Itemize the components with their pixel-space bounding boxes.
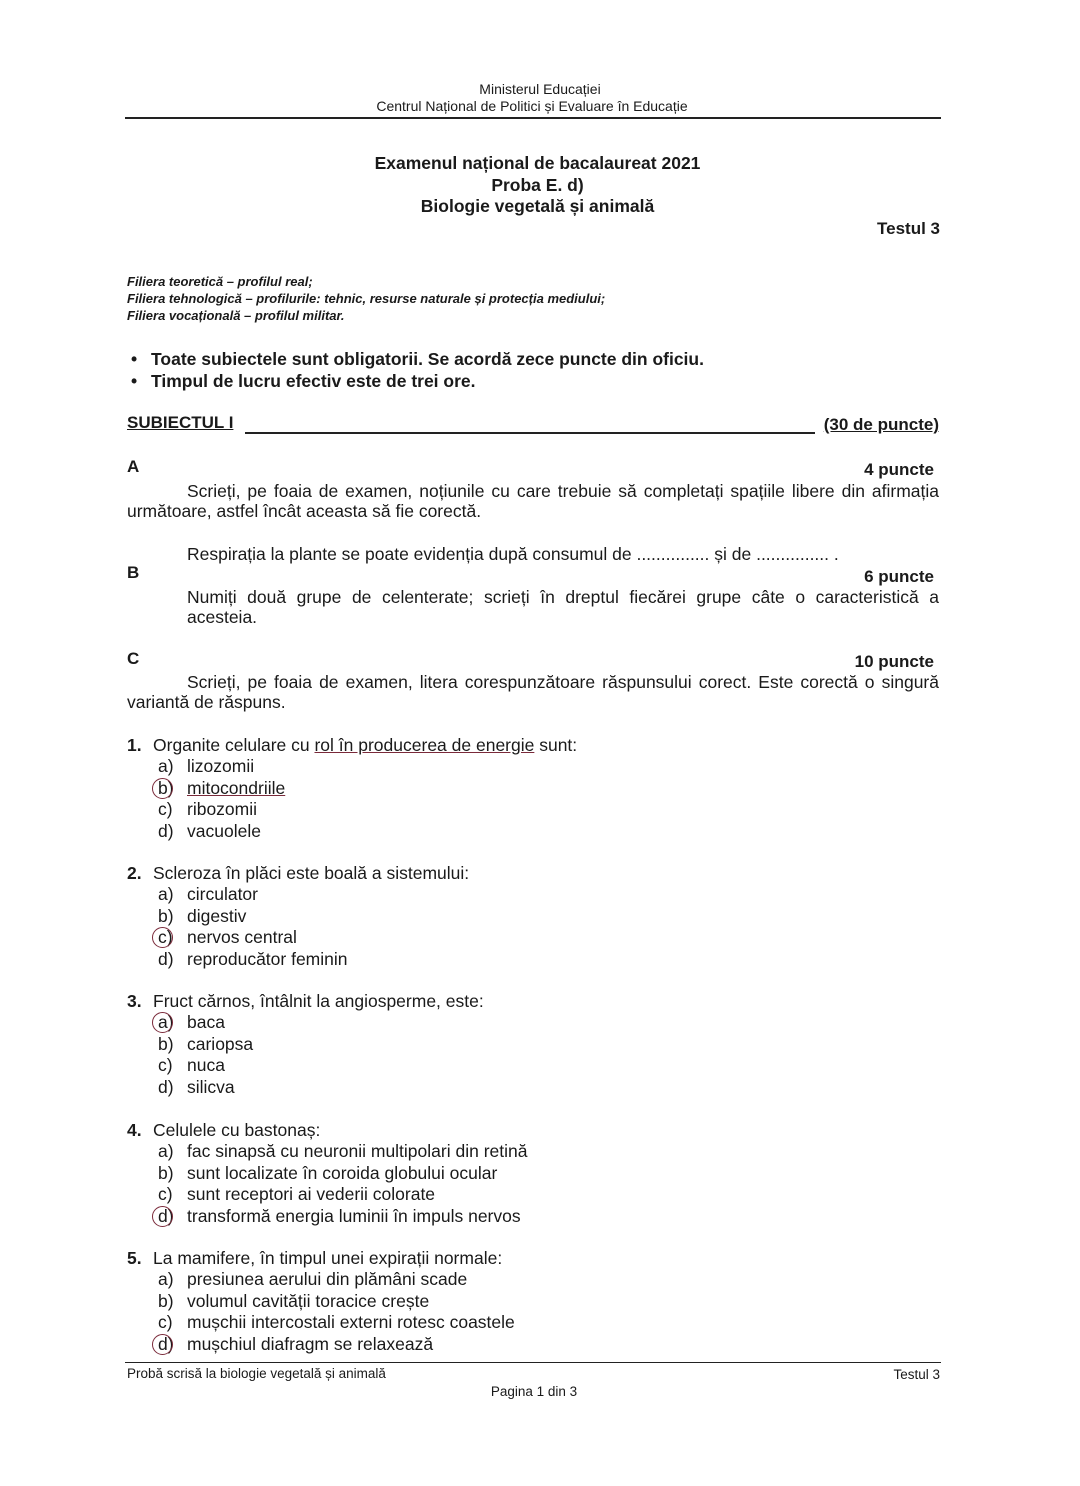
bullet-text: Timpul de lucru efectiv este de trei ore. [151,371,476,391]
answer-option [127,1269,515,1290]
exam-subject: Biologie vegetală și animală [420,196,655,216]
subject-label: SUBIECTUL I [127,413,234,432]
circled-answer-mark [152,778,173,799]
bullet-item: • Timpul de lucru efectiv este de trei ore. [131,371,476,391]
option-text: silicva [187,1076,235,1097]
subject-rule [245,432,815,434]
profile-line: Filiera teoretică – profilul real; [127,274,313,289]
footer-right: Testul 3 [893,1367,940,1382]
option-letter: a) [158,1269,174,1290]
option-letter: d) [158,1205,174,1226]
question [127,735,577,842]
section-a-instruction: Scrieți, pe foaia de examen, noțiunile cu care trebuie să completați spațiile libere din afirmația următoare, astfel încât aceasta să fie corectă. [127,481,939,521]
answer-option [127,1334,515,1355]
option-letter: c) [158,1055,173,1076]
profile-line: Filiera vocațională – profilul militar. [127,308,345,323]
exam-proba: Proba E. d) [491,175,584,195]
section-a-statement: Respirația la plante se poate evidenția după consumul de ............... și de ............... . [187,544,839,564]
question-text: Organite celulare cu [153,735,315,755]
option-text: vacuolele [187,820,261,841]
option-text: transformă energia luminii în impuls nervos [187,1205,521,1226]
option-text: baca [187,1012,225,1033]
center-name: Centrul Național de Politici și Evaluare în Educație [376,98,688,114]
question-stem [127,991,484,1012]
answer-option [127,884,469,905]
question [127,991,484,1098]
option-letter: c) [158,1184,173,1205]
bullet-text: Toate subiectele sunt obligatorii. Se acordă zece puncte din oficiu. [151,349,704,369]
question-stem [127,863,469,884]
section-b-points: 6 puncte [864,567,934,586]
option-text: mitocondriile [187,777,286,798]
section-a-points: 4 puncte [864,460,934,479]
footer-left: Probă scrisă la biologie vegetală și animală [127,1366,386,1381]
option-letter: a) [158,884,174,905]
answer-option [127,1012,484,1033]
option-text: mușchiul diafragm se relaxează [187,1333,434,1354]
section-c-points: 10 puncte [854,652,934,671]
question-text: sunt: [534,735,578,755]
question-text: La mamifere, în timpul unei expirații normale: [153,1248,503,1268]
header-rule [125,117,941,119]
option-letter: d) [158,1333,174,1354]
option-letter: b) [158,1162,174,1183]
section-c-letter: C [127,649,140,668]
option-letter: c) [158,927,173,948]
option-text: digestiv [187,905,247,926]
option-text: ribozomii [187,799,258,820]
option-letter: d) [158,948,174,969]
question-stem [127,1120,527,1141]
question-text-underlined: rol în producerea de energie [314,735,535,755]
profile-line: Filiera tehnologică – profilurile: tehnic, resurse naturale și protecția mediului; [127,291,606,306]
exam-title: Examenul național de bacalaureat 2021 [374,153,701,173]
option-letter: c) [158,1312,173,1333]
question-stem [127,1248,515,1269]
option-text: cariopsa [187,1033,254,1054]
question-number: 3. [127,991,142,1011]
question-number: 4. [127,1120,142,1140]
option-text: nervos central [187,927,297,948]
answer-option [127,949,469,970]
answer-option [127,1163,527,1184]
option-letter: a) [158,756,174,777]
subject-points: (30 de puncte) [823,415,939,434]
option-text: fac sinapsă cu neuronii multipolari din retină [187,1141,528,1162]
option-letter: b) [158,905,174,926]
section-b-letter: B [127,563,140,582]
page-number: Pagina 1 din 3 [490,1384,578,1399]
question-text: Scleroza în plăci este boală a sistemului: [153,863,470,883]
answer-option [127,1141,527,1162]
option-letter: a) [158,1012,174,1033]
option-text: lizozomii [187,756,255,777]
answer-option [127,1184,527,1205]
answer-option [127,1055,484,1076]
question-number: 2. [127,863,142,883]
answer-option [127,1291,515,1312]
question [127,863,469,970]
question-stem [127,735,577,756]
circled-answer-mark [152,1206,173,1227]
option-letter: b) [158,777,174,798]
answer-option [127,1034,484,1055]
option-text: reproducător feminin [187,948,348,969]
option-text: mușchii intercostali externi rotesc coastele [187,1312,515,1333]
section-a-letter: A [127,457,140,476]
answer-option [127,1077,484,1098]
option-text: sunt receptori ai vederii colorate [187,1184,436,1205]
circled-answer-mark [152,1334,173,1355]
question-text: Celulele cu bastonaș: [153,1120,321,1140]
option-text: volumul cavității toracice crește [187,1290,430,1311]
footer-rule [125,1362,941,1363]
option-text: nuca [187,1055,225,1076]
question [127,1120,527,1227]
answer-option [127,906,469,927]
test-number: Testul 3 [877,219,940,238]
option-letter: b) [158,1033,174,1054]
option-letter: c) [158,799,173,820]
option-text: presiunea aerului din plămâni scade [187,1269,468,1290]
option-text: circulator [187,884,258,905]
question [127,1248,515,1355]
answer-option [127,756,577,777]
answer-option [127,799,577,820]
question-number: 1. [127,735,142,755]
section-b-instruction: Numiți două grupe de celenterate; scrieți în dreptul fiecărei grupe câte o caracteristică a acesteia. [187,587,939,627]
question-text: Fruct cărnos, întâlnit la angiosperme, este: [153,991,484,1011]
option-text: sunt localizate în coroida globului ocular [187,1162,498,1183]
answer-option [127,927,469,948]
ministry-name: Ministerul Educației [479,81,601,97]
option-letter: d) [158,1076,174,1097]
option-letter: b) [158,1290,174,1311]
answer-option [127,778,577,799]
answer-option [127,1312,515,1333]
question-number: 5. [127,1248,142,1268]
answer-option [127,1206,527,1227]
answer-option [127,821,577,842]
option-letter: a) [158,1141,174,1162]
option-letter: d) [158,820,174,841]
bullet-item: • Toate subiectele sunt obligatorii. Se acordă zece puncte din oficiu. [131,349,704,369]
section-c-instruction: Scrieți, pe foaia de examen, litera corespunzătoare răspunsului corect. Este corectă o singură variantă de răspuns. [127,672,939,712]
